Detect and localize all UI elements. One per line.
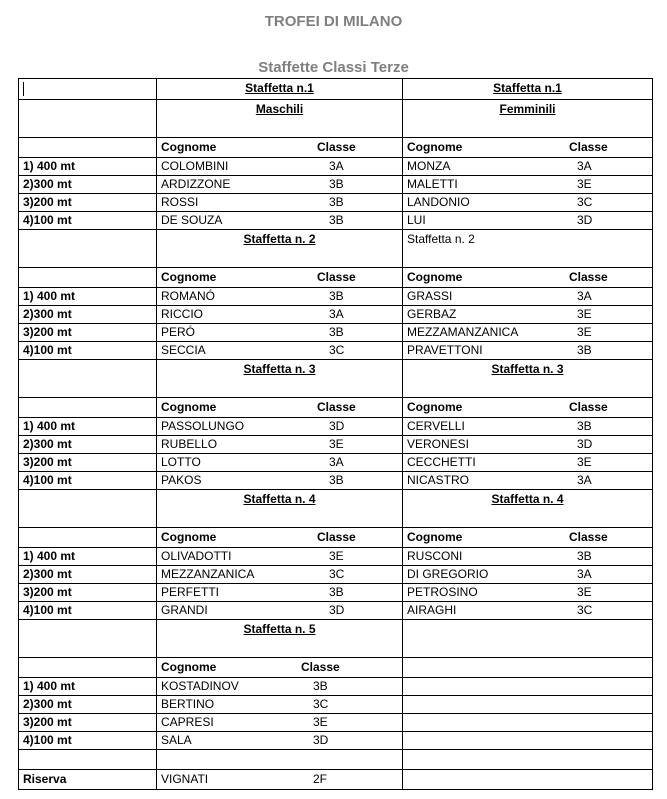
table-row [19, 360, 653, 398]
athlete-name: PRAVETTONI [407, 343, 483, 357]
distance-label: 1) 400 mt [19, 158, 157, 176]
table-row [19, 436, 653, 454]
male-column-header [157, 398, 403, 418]
distance-label: 4)100 mt [19, 602, 157, 620]
athlete-class: 3A [577, 289, 592, 303]
athlete-name: SALA [161, 733, 192, 747]
empty-cell[interactable] [403, 750, 653, 770]
female-relay-title [403, 620, 653, 658]
athlete-class: 3C [577, 195, 593, 209]
athlete-inner [161, 714, 398, 731]
athlete-class: 3D [329, 419, 345, 433]
athlete-inner [161, 306, 398, 323]
distance-label: 2)300 mt [19, 696, 157, 714]
athlete-class: 3A [577, 159, 592, 173]
athlete-class: 3E [313, 715, 328, 729]
female-athlete [403, 548, 653, 566]
table-row [19, 194, 653, 212]
athlete-inner [407, 454, 648, 471]
female-athlete [403, 306, 653, 324]
classe-header: Classe [317, 140, 356, 154]
table-row [19, 696, 653, 714]
athlete-name: BERTINO [161, 697, 215, 711]
athlete-name: LUI [407, 213, 426, 227]
distance-label: 1) 400 mt [19, 418, 157, 436]
classe-header: Classe [569, 400, 608, 414]
athlete-inner [407, 602, 648, 619]
male-athlete [157, 436, 403, 454]
athlete-inner [161, 288, 398, 305]
male-column-header [157, 528, 403, 548]
male-athlete [157, 714, 403, 732]
classe-header: Classe [317, 400, 356, 414]
athlete-name: ROSSI [161, 195, 199, 209]
male-athlete [157, 472, 403, 490]
athlete-inner [407, 418, 648, 435]
athlete-name: ARDIZZONE [161, 177, 231, 191]
athlete-inner [161, 678, 398, 695]
athlete-name: CECCHETTI [407, 455, 476, 469]
female-column-header [403, 268, 653, 288]
table-row [19, 714, 653, 732]
athlete-inner [161, 602, 398, 619]
male-athlete [157, 584, 403, 602]
male-athlete [157, 678, 403, 696]
table-row [19, 212, 653, 230]
athlete-inner [161, 454, 398, 471]
classe-header: Classe [569, 530, 608, 544]
male-athlete [157, 454, 403, 472]
athlete-inner [407, 324, 648, 341]
table-row [19, 398, 653, 418]
athlete-inner [161, 158, 398, 175]
athlete-inner [161, 418, 398, 435]
athlete-name: VERONESI [407, 437, 470, 451]
page-title: TROFEI DI MILANO [264, 13, 403, 30]
distance-label: 4)100 mt [19, 342, 157, 360]
female-relay-title: Staffetta n. 3 [403, 360, 653, 398]
distance-label: 2)300 mt [19, 566, 157, 584]
male-section-label: Maschili [157, 100, 403, 138]
athlete-name: VIGNATI [161, 772, 209, 786]
male-athlete [157, 548, 403, 566]
table-row [19, 138, 653, 158]
athlete-class: 3C [313, 697, 329, 711]
table-row [19, 750, 653, 770]
athlete-inner [161, 436, 398, 453]
distance-label: 1) 400 mt [19, 288, 157, 306]
empty-cell[interactable] [19, 490, 157, 528]
athlete-class: 3D [577, 213, 593, 227]
athlete-name: PETROSINO [407, 585, 478, 599]
female-athlete [403, 602, 653, 620]
athlete-name: RICCIO [161, 307, 203, 321]
athlete-class: 3B [577, 343, 592, 357]
female-athlete [403, 324, 653, 342]
table-row [19, 176, 653, 194]
empty-cell[interactable] [19, 360, 157, 398]
table-row [19, 490, 653, 528]
athlete-name: PASSOLUNGO [161, 419, 245, 433]
athlete-class: 3B [329, 585, 344, 599]
distance-label: 4)100 mt [19, 732, 157, 750]
female-relay-title: Staffetta n.1 [403, 79, 653, 100]
male-athlete [157, 732, 403, 750]
athlete-inner [407, 288, 648, 305]
athlete-class: 3B [577, 549, 592, 563]
table-row [19, 288, 653, 306]
empty-cell[interactable] [19, 230, 157, 268]
athlete-name: RUSCONI [407, 549, 463, 563]
female-relay-title: Staffetta n. 2 [403, 230, 653, 268]
male-athlete [157, 324, 403, 342]
male-relay-title: Staffetta n. 3 [157, 360, 403, 398]
male-athlete [157, 566, 403, 584]
athlete-inner [161, 324, 398, 341]
classe-header: Classe [569, 270, 608, 284]
empty-cell[interactable] [19, 620, 157, 658]
female-column-header [403, 658, 653, 678]
cognome-header: Cognome [161, 270, 217, 284]
female-athlete [403, 454, 653, 472]
female-column-header [403, 138, 653, 158]
table-row [19, 324, 653, 342]
athlete-inner [161, 696, 398, 713]
athlete-class: 3B [329, 289, 344, 303]
distance-label: 2)300 mt [19, 176, 157, 194]
athlete-inner [407, 584, 648, 601]
female-athlete [403, 678, 653, 696]
female-athlete [403, 288, 653, 306]
table-row [19, 770, 653, 790]
male-column-header [157, 658, 403, 678]
table-row [19, 230, 653, 268]
cognome-header: Cognome [161, 660, 217, 674]
athlete-name: LANDONIO [407, 195, 470, 209]
athlete-name: MEZZAMANZANICA [407, 325, 519, 339]
table-row [19, 658, 653, 678]
athlete-name: KOSTADINOV [161, 679, 239, 693]
header-inner [407, 399, 648, 416]
header-inner [407, 269, 648, 286]
table-row [19, 566, 653, 584]
athlete-class: 3A [577, 473, 592, 487]
athlete-class: 3D [313, 733, 329, 747]
distance-label: 2)300 mt [19, 436, 157, 454]
athlete-inner [161, 732, 398, 749]
female-column-header [403, 398, 653, 418]
athlete-class: 3E [577, 585, 592, 599]
athlete-name: NICASTRO [407, 473, 470, 487]
athlete-inner [407, 158, 648, 175]
table-row [19, 732, 653, 750]
athlete-name: PERFETTI [161, 585, 220, 599]
athlete-name: DE SOUZA [161, 213, 223, 227]
table-row [19, 528, 653, 548]
cognome-header: Cognome [407, 270, 463, 284]
text-cursor [23, 82, 24, 96]
female-athlete [403, 732, 653, 750]
header-inner [407, 139, 648, 156]
male-athlete [157, 696, 403, 714]
cognome-header: Cognome [407, 400, 463, 414]
male-relay-title: Staffetta n. 5 [157, 620, 403, 658]
table-row [19, 268, 653, 288]
athlete-name: GRASSI [407, 289, 453, 303]
distance-label: 3)200 mt [19, 194, 157, 212]
table-row [19, 454, 653, 472]
athlete-class: 3B [329, 177, 344, 191]
athlete-class: 3C [329, 343, 345, 357]
header-inner [407, 529, 648, 546]
athlete-class: 3C [329, 567, 345, 581]
athlete-name: SECCIA [161, 343, 206, 357]
athlete-class: 3B [577, 419, 592, 433]
athlete-class: 3E [577, 325, 592, 339]
table-row [19, 584, 653, 602]
table-row [19, 418, 653, 436]
header-inner [161, 269, 398, 286]
female-column-header [403, 528, 653, 548]
classe-header: Classe [301, 660, 340, 674]
athlete-inner [407, 566, 648, 583]
athlete-inner [407, 306, 648, 323]
table-row [19, 548, 653, 566]
cognome-header: Cognome [161, 140, 217, 154]
female-section-label: Femminili [403, 100, 653, 138]
male-column-header [157, 268, 403, 288]
athlete-class: 3B [329, 213, 344, 227]
athlete-class: 3D [577, 437, 593, 451]
athlete-name: MONZA [407, 159, 451, 173]
empty-cell[interactable] [19, 398, 157, 418]
athlete-name: PAKOS [161, 473, 202, 487]
distance-label: 4)100 mt [19, 472, 157, 490]
page-subtitle: Staffette Classi Terze [258, 59, 409, 76]
athlete-inner [161, 584, 398, 601]
athlete-name: GRANDI [161, 603, 208, 617]
cognome-header: Cognome [407, 140, 463, 154]
athlete-name: GERBAZ [407, 307, 457, 321]
female-athlete [403, 342, 653, 360]
athlete-class: 3B [329, 325, 344, 339]
female-athlete [403, 472, 653, 490]
athlete-name: MALETTI [407, 177, 458, 191]
empty-cell[interactable] [19, 79, 157, 100]
cognome-header: Cognome [161, 400, 217, 414]
table-row [19, 620, 653, 658]
header-inner [161, 399, 398, 416]
athlete-name: DI GREGORIO [407, 567, 489, 581]
athlete-name: CERVELLI [407, 419, 465, 433]
athlete-inner [407, 436, 648, 453]
table-row [19, 472, 653, 490]
athlete-class: 3E [329, 549, 344, 563]
athlete-inner [407, 472, 648, 489]
distance-label: 3)200 mt [19, 714, 157, 732]
athlete-inner [407, 342, 648, 359]
female-athlete [403, 418, 653, 436]
reserve-label: Riserva [19, 770, 157, 790]
athlete-class: 3E [577, 455, 592, 469]
female-athlete [403, 436, 653, 454]
distance-label: 4)100 mt [19, 212, 157, 230]
male-relay-title: Staffetta n.1 [157, 79, 403, 100]
table-row [19, 342, 653, 360]
athlete-class: 2F [313, 772, 328, 786]
empty-cell[interactable] [19, 100, 157, 138]
athlete-name: PERÓ [161, 325, 196, 339]
distance-label: 3)200 mt [19, 324, 157, 342]
male-athlete [157, 306, 403, 324]
female-athlete [403, 176, 653, 194]
male-relay-title: Staffetta n. 2 [157, 230, 403, 268]
female-athlete [403, 194, 653, 212]
athlete-inner [407, 176, 648, 193]
female-athlete [403, 158, 653, 176]
male-athlete [157, 342, 403, 360]
athlete-name: RUBELLO [161, 437, 218, 451]
cognome-header: Cognome [407, 530, 463, 544]
table-row [19, 100, 653, 138]
male-athlete [157, 602, 403, 620]
athlete-inner [407, 212, 648, 229]
athlete-name: LOTTO [161, 455, 201, 469]
empty-cell[interactable] [19, 528, 157, 548]
empty-cell[interactable] [19, 268, 157, 288]
athlete-inner [161, 194, 398, 211]
athlete-inner [161, 176, 398, 193]
reserve-athlete [157, 770, 403, 790]
distance-label: 1) 400 mt [19, 678, 157, 696]
athlete-class: 3B [329, 473, 344, 487]
athlete-class: 3E [329, 437, 344, 451]
female-athlete [403, 696, 653, 714]
athlete-name: MEZZANZANICA [161, 567, 255, 581]
athlete-inner [161, 342, 398, 359]
athlete-inner [161, 548, 398, 565]
distance-label: 3)200 mt [19, 584, 157, 602]
athlete-class: 3E [577, 307, 592, 321]
athlete-inner [161, 566, 398, 583]
table-row [19, 306, 653, 324]
male-athlete [157, 418, 403, 436]
athlete-class: 3D [329, 603, 345, 617]
athlete-inner [161, 771, 398, 788]
empty-cell[interactable] [19, 750, 157, 770]
male-athlete [157, 194, 403, 212]
athlete-inner [161, 472, 398, 489]
female-athlete [403, 566, 653, 584]
distance-label: 3)200 mt [19, 454, 157, 472]
female-athlete [403, 714, 653, 732]
table-row [19, 678, 653, 696]
empty-cell[interactable] [403, 770, 653, 790]
classe-header: Classe [317, 530, 356, 544]
athlete-class: 3A [329, 455, 344, 469]
distance-label: 2)300 mt [19, 306, 157, 324]
male-athlete [157, 176, 403, 194]
female-athlete [403, 584, 653, 602]
table-row [19, 79, 653, 100]
cognome-header: Cognome [161, 530, 217, 544]
male-relay-title: Staffetta n. 4 [157, 490, 403, 528]
relay-table [18, 78, 653, 790]
athlete-name: AIRAGHI [407, 603, 457, 617]
empty-cell[interactable] [19, 658, 157, 678]
female-athlete [403, 212, 653, 230]
distance-label: 1) 400 mt [19, 548, 157, 566]
male-column-header [157, 138, 403, 158]
athlete-class: 3E [577, 177, 592, 191]
male-athlete [157, 158, 403, 176]
header-inner [161, 529, 398, 546]
male-athlete [157, 288, 403, 306]
table-row [19, 158, 653, 176]
athlete-inner [407, 194, 648, 211]
athlete-class: 3B [313, 679, 328, 693]
male-athlete [157, 212, 403, 230]
table-row [19, 602, 653, 620]
classe-header: Classe [317, 270, 356, 284]
athlete-class: 3A [329, 307, 344, 321]
athlete-class: 3C [577, 603, 593, 617]
athlete-name: CAPRESI [161, 715, 214, 729]
athlete-inner [407, 548, 648, 565]
empty-cell[interactable] [19, 138, 157, 158]
female-relay-title: Staffetta n. 4 [403, 490, 653, 528]
athlete-inner [161, 212, 398, 229]
athlete-class: 3B [329, 195, 344, 209]
athlete-name: ROMANÓ [161, 289, 215, 303]
header-inner [161, 139, 398, 156]
athlete-class: 3A [577, 567, 592, 581]
athlete-name: COLOMBINI [161, 159, 229, 173]
empty-cell[interactable] [157, 750, 403, 770]
athlete-class: 3A [329, 159, 344, 173]
athlete-name: OLIVADOTTI [161, 549, 232, 563]
classe-header: Classe [569, 140, 608, 154]
header-inner [161, 659, 398, 676]
